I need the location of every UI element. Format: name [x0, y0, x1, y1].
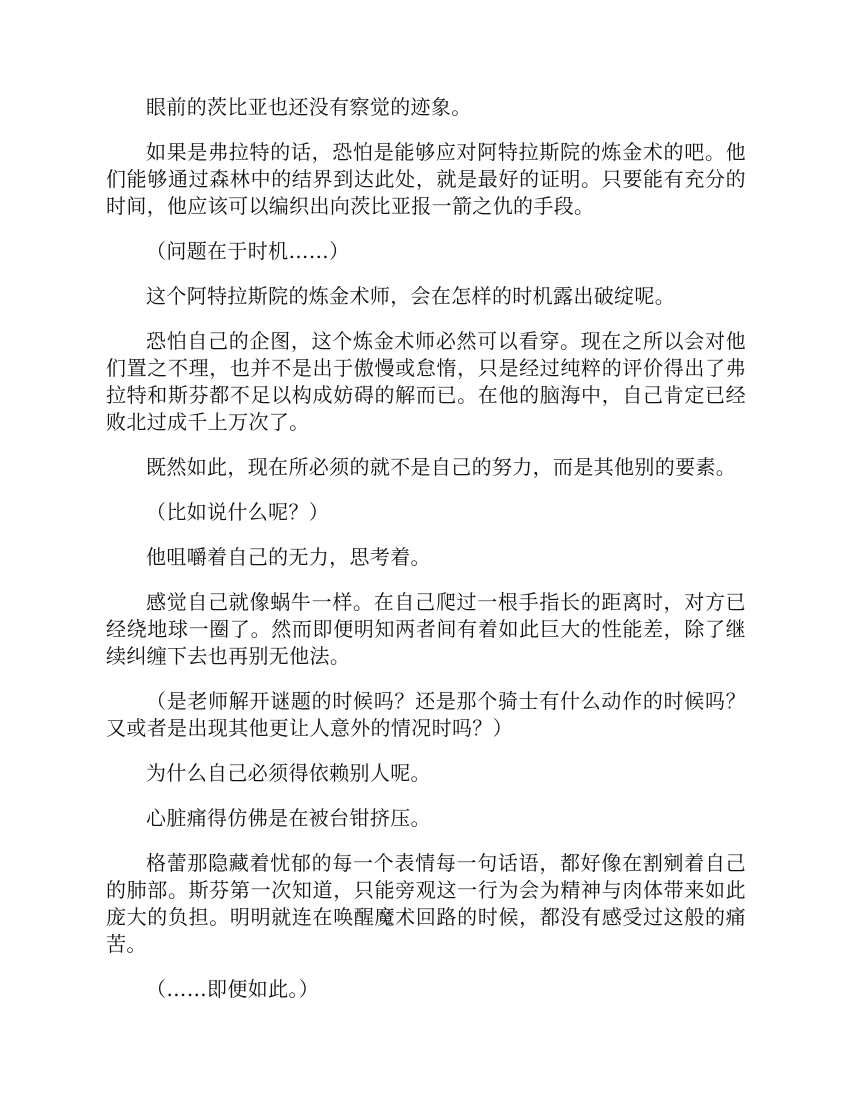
paragraph-9: 感觉自己就像蜗牛一样。在自己爬过一根手指长的距离时，对方已经绕地球一圈了。然而即便明知两者间有着如此巨大的性能差，除了继续纠缠下去也再别无他法。	[106, 590, 746, 668]
paragraph-13: 格蕾那隐藏着忧郁的每一个表情每一句话语，都好像在割剜着自己的肺部。斯芬第一次知道，只能旁观这一行为会为精神与肉体带来如此庞大的负担。明明就连在唤醒魔术回路的时候，都没有感受过这般的痛苦。	[106, 851, 746, 956]
document-page	[106, 94, 746, 1021]
paragraph-5: 恐怕自己的企图，这个炼金术师必然可以看穿。现在之所以会对他们置之不理，也并不是出于傲慢或怠惰，只是经过纯粹的评价得出了弗拉特和斯芬都不足以构成妨碍的解而已。在他的脑海中，自己肯定已经败北过成千上万次了。	[106, 329, 746, 434]
inner-thought-paragraph-7: （比如说什么呢？）	[146, 500, 330, 524]
paragraph-1: 眼前的茨比亚也还没有察觉的迹象。	[146, 95, 472, 119]
paragraph-12: 心脏痛得仿佛是在被台钳挤压。	[146, 806, 431, 830]
inner-thought-paragraph-3: （问题在于时机……）	[146, 239, 350, 263]
paragraph-6: 既然如此，现在所必须的就不是自己的努力，而是其他别的要素。	[146, 455, 737, 479]
paragraph-11: 为什么自己必须得依赖别人呢。	[146, 761, 431, 785]
paragraph-2: 如果是弗拉特的话，恐怕是能够应对阿特拉斯院的炼金术的吧。他们能够通过森林中的结界到达此处，就是最好的证明。只要能有充分的时间，他应该可以编织出向茨比亚报一箭之仇的手段。	[106, 140, 746, 218]
paragraph-8: 他咀嚼着自己的无力，思考着。	[146, 545, 431, 569]
inner-thought-paragraph-10: （是老师解开谜题的时候吗？还是那个骑士有什么动作的时候吗？又或者是出现其他更让人意外的情况时吗？）	[106, 689, 746, 740]
inner-thought-paragraph-14: （……即便如此。）	[146, 977, 320, 1001]
paragraph-4: 这个阿特拉斯院的炼金术师，会在怎样的时机露出破绽呢。	[146, 284, 676, 308]
